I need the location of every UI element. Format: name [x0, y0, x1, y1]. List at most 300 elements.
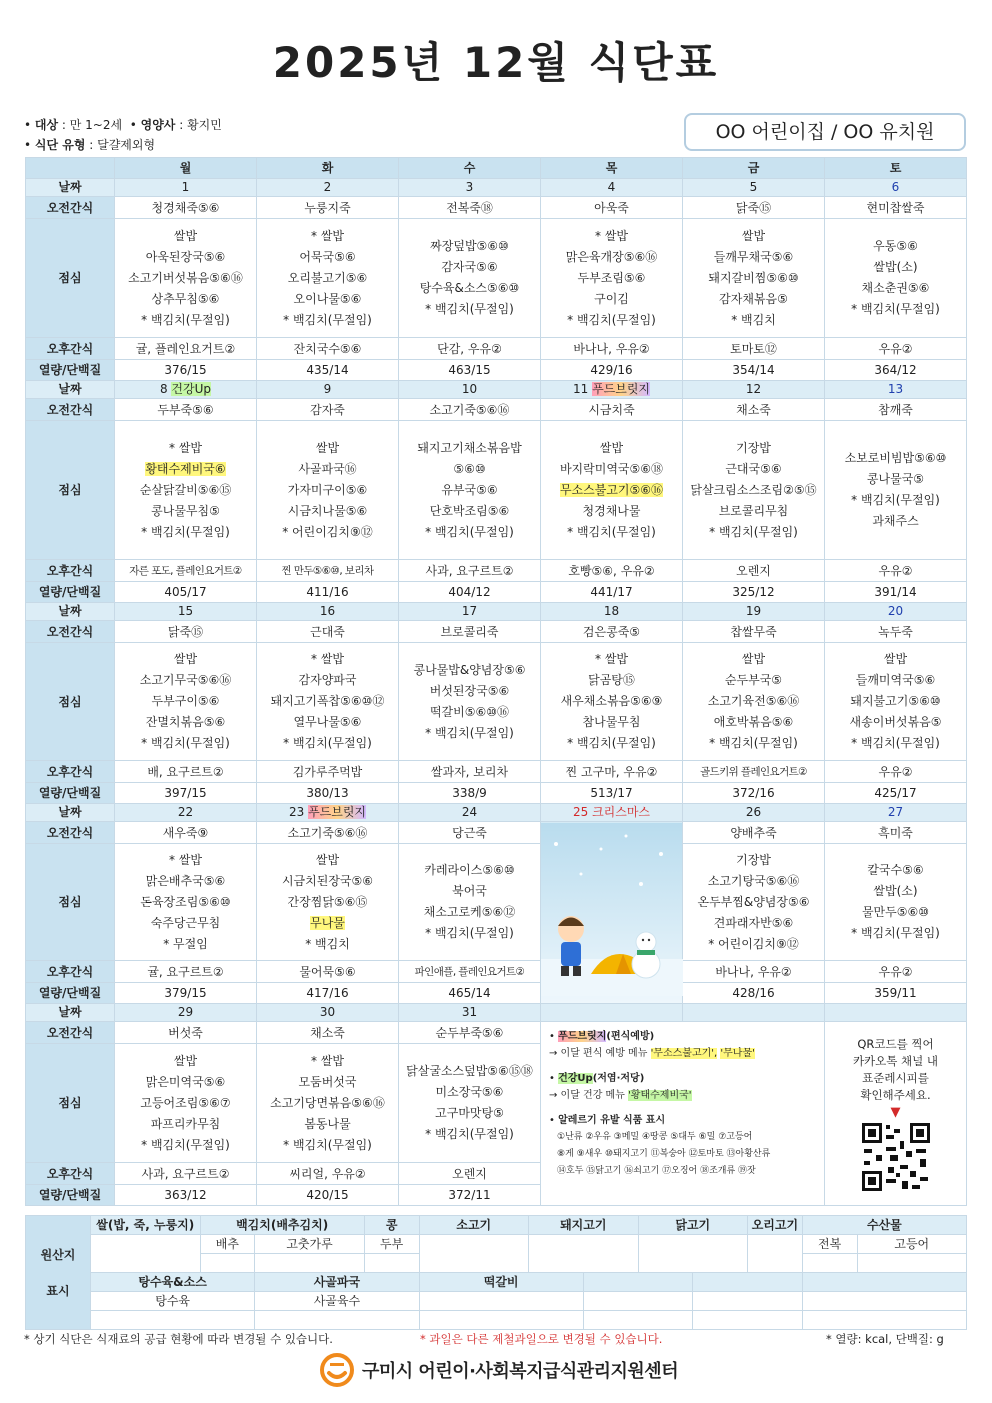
- kcal-cell: 411/16: [257, 582, 399, 603]
- menu-table: [25, 157, 967, 1206]
- lunch-item: 숙주당근무침: [150, 915, 221, 930]
- day-header-row: [26, 158, 967, 179]
- qr-code-icon[interactable]: [860, 1121, 932, 1193]
- am-snack-cell: 감자죽: [257, 399, 399, 421]
- row-label-kcal: 열량/단백질: [26, 582, 115, 603]
- lunch-cell: [541, 643, 683, 761]
- origin-pork: 돼지고기: [529, 1216, 639, 1235]
- origin-duck: 오리고기: [748, 1216, 803, 1235]
- kcal-cell: 404/12: [399, 582, 541, 603]
- lunch-item: * 백김치(무절임): [567, 736, 656, 750]
- pm-snack-cell: 단감, 우유②: [399, 338, 541, 360]
- lunch-item: 맑은미역국⑤⑥: [145, 1074, 226, 1089]
- am-snack-cell: 흑미죽: [825, 822, 967, 844]
- lunch-item: 오리불고기⑤⑥: [287, 270, 368, 285]
- kcal-cell: 325/12: [683, 582, 825, 603]
- pm-snack-cell: 배, 요구르트②: [115, 761, 257, 783]
- date-cell: 3: [399, 179, 541, 197]
- lunch-item: 돼지갈비찜⑤⑥⑩: [708, 270, 799, 285]
- lunch-item: 가자미구이⑤⑥: [287, 482, 368, 497]
- day-tue: 화: [257, 158, 399, 179]
- lunch-item: 감자양파국: [298, 673, 357, 687]
- lunch-item: * 쌀밥: [311, 1053, 344, 1068]
- date-cell: 12: [683, 381, 825, 399]
- lunch-item: * 백김치(무절임): [283, 1137, 372, 1152]
- lunch-item: 콩나물밥&양념장⑤⑥: [413, 662, 526, 677]
- am-snack-cell: 청경채죽⑤⑥: [115, 197, 257, 219]
- kcal-cell: 379/15: [115, 983, 257, 1004]
- row-label-lunch: 점심: [26, 421, 115, 560]
- kcal-cell: 359/11: [825, 983, 967, 1004]
- date-cell: 31: [399, 1004, 541, 1022]
- am-snack-cell: 새우죽⑨: [115, 822, 257, 844]
- am-snack-cell: 녹두죽: [825, 621, 967, 643]
- lunch-item: * 어린이김치⑨⑫: [708, 936, 799, 951]
- lunch-cell: [257, 421, 399, 560]
- lunch-item: * 백김치(무절임): [425, 725, 514, 740]
- date-tag: 건강Up: [171, 382, 212, 396]
- am-snack-cell: 검은콩죽⑤: [541, 621, 683, 643]
- origin-tteokgalbi: 떡갈비: [419, 1273, 583, 1292]
- am-snack-cell: 닭죽⑮: [683, 197, 825, 219]
- lunch-item: 온두부찜&양념장⑤⑥: [697, 894, 810, 909]
- lunch-item: 채소고로케⑤⑥⑫: [423, 905, 516, 919]
- lunch-cell: [825, 219, 967, 338]
- lunch-item: 쌀밥: [741, 652, 766, 666]
- lunch-item: 과채주스: [872, 514, 919, 528]
- lunch-cell: [257, 219, 399, 338]
- lunch-cell: [683, 844, 825, 961]
- row-label-am: 오전간식: [26, 197, 115, 219]
- date-cell: 25 크리스마스: [541, 804, 683, 822]
- pm-snack-cell: 오렌지: [683, 560, 825, 582]
- lunch-cell: [257, 844, 399, 961]
- lunch-item: 쌀밥: [173, 652, 198, 666]
- lunch-item: 북어국: [452, 884, 487, 898]
- kcal-cell: 429/16: [541, 360, 683, 381]
- row-label-lunch: 점심: [26, 844, 115, 961]
- lunch-item: 참나물무침: [582, 715, 641, 729]
- lunch-cell: [115, 219, 257, 338]
- day-wed: 수: [399, 158, 541, 179]
- kcal-cell: 463/15: [399, 360, 541, 381]
- lunch-item: 돈육장조림⑤⑥⑩: [140, 894, 231, 909]
- lunch-item: 새우채소볶음⑤⑥⑨: [560, 694, 663, 708]
- lunch-item: 쌀밥: [883, 652, 908, 666]
- lunch-cell: [825, 421, 967, 560]
- lunch-cell: [399, 1044, 541, 1163]
- lunch-cell: [257, 1044, 399, 1163]
- lunch-item: 쌀밥: [173, 1053, 198, 1068]
- lunch-item: 봄동나물: [304, 1116, 351, 1131]
- lunch-item: * 백김치: [731, 312, 776, 327]
- school-name: OO 어린이집 / OO 유치원: [684, 113, 966, 151]
- row-label-date: 날짜: [26, 603, 115, 621]
- origin-rice: 쌀(밥, 죽, 누룽지): [91, 1216, 201, 1235]
- date-cell: 17: [399, 603, 541, 621]
- am-snack-cell: 소고기죽⑤⑥⑯: [257, 822, 399, 844]
- lunch-item: 잔멸치볶음⑤⑥: [145, 715, 226, 729]
- date-cell: 11 푸드브릿지: [541, 381, 683, 399]
- row-label-date: 날짜: [26, 381, 115, 399]
- lunch-item: * 백김치(무절임): [851, 736, 940, 750]
- kcal-cell: 425/17: [825, 783, 967, 804]
- row-label-date: 날짜: [26, 179, 115, 197]
- row-label-lunch: 점심: [26, 643, 115, 761]
- pm-snack-cell: 자른 포도, 플레인요거트②: [115, 560, 257, 582]
- lunch-item: * 쌀밥: [311, 228, 344, 243]
- lunch-item: * 백김치(무절임): [851, 926, 940, 940]
- pm-snack-cell: 우유②: [825, 761, 967, 783]
- origin-tofu: 두부: [364, 1235, 419, 1254]
- lunch-item: 미소장국⑤⑥: [435, 1085, 504, 1099]
- lunch-item: 고등어조림⑤⑥⑦: [140, 1095, 231, 1110]
- lunch-item: 견파래자반⑤⑥: [713, 915, 794, 930]
- date-cell: 23 푸드브릿지: [257, 804, 399, 822]
- kcal-cell: 376/15: [115, 360, 257, 381]
- lunch-item: 닭살크림소스조림②⑤⑮: [690, 482, 817, 497]
- kcal-cell: 391/14: [825, 582, 967, 603]
- am-snack-cell: 누룽지죽: [257, 197, 399, 219]
- origin-pepper: 고춧가루: [255, 1235, 365, 1254]
- lunch-item: 시금치된장국⑤⑥: [281, 873, 374, 888]
- row-label-am: 오전간식: [26, 399, 115, 421]
- lunch-item: * 백김치(무절임): [141, 524, 230, 539]
- row-label-date: 날짜: [26, 804, 115, 822]
- lunch-item: * 쌀밥: [595, 228, 628, 243]
- day-fri: 금: [683, 158, 825, 179]
- lunch-cell: [399, 219, 541, 338]
- pm-snack-cell: 잔치국수⑤⑥: [257, 338, 399, 360]
- lunch-item: 닭살굴소스덮밥⑤⑥⑮⑱: [406, 1064, 533, 1078]
- lunch-item: 열무나물⑤⑥: [293, 715, 362, 729]
- pm-snack-cell: 사과, 요구르트②: [399, 560, 541, 582]
- origin-bean: 콩: [364, 1216, 419, 1235]
- pm-snack-cell: 우유②: [825, 338, 967, 360]
- row-label-pm: 오후간식: [26, 560, 115, 582]
- lunch-item: 우동⑤⑥: [873, 239, 918, 253]
- lunch-item: 브로콜리무침: [718, 503, 789, 518]
- am-snack-cell: 브로콜리죽: [399, 621, 541, 643]
- lunch-item: 새송이버섯볶음⑤: [849, 715, 942, 729]
- date-cell: 1: [115, 179, 257, 197]
- lunch-item: * 어린이김치⑨⑫: [282, 524, 373, 539]
- date-tag: 푸드브릿지: [592, 382, 651, 396]
- date-cell: 20: [825, 603, 967, 621]
- origin-beef: 소고기: [419, 1216, 529, 1235]
- date-cell: 29: [115, 1004, 257, 1022]
- lunch-item: 간장찜닭⑤⑥⑮: [287, 894, 368, 909]
- lunch-item: 쌀밥: [315, 440, 340, 455]
- lunch-cell: [115, 643, 257, 761]
- lunch-item: 쌀밥(소): [873, 260, 918, 274]
- info-target: • 대상 : 만 1~2세 • 영양사 : 황지민: [24, 118, 222, 132]
- kcal-cell: 428/16: [683, 983, 825, 1004]
- lunch-item: 모둠버섯국: [298, 1074, 357, 1089]
- pm-snack-cell: 씨리얼, 우유②: [257, 1163, 399, 1185]
- pm-snack-cell: 찐 고구마, 우유②: [541, 761, 683, 783]
- lunch-item: * 쌀밥: [169, 852, 202, 867]
- lunch-item: * 백김치(무절임): [567, 524, 656, 539]
- kcal-cell: 420/15: [257, 1185, 399, 1206]
- pm-snack-cell: 토마토⑫: [683, 338, 825, 360]
- lunch-cell: [115, 1044, 257, 1163]
- origin-table: [25, 1215, 967, 1330]
- lunch-cell: [683, 421, 825, 560]
- lunch-item: * 백김치(무절임): [425, 524, 514, 539]
- lunch-item: 두부구이⑤⑥: [151, 694, 220, 708]
- row-label-pm: 오후간식: [26, 338, 115, 360]
- origin-sagolpa: 사골파국: [255, 1273, 419, 1292]
- pm-snack-cell: 귤, 요구르트②: [115, 961, 257, 983]
- am-snack-cell: 닭죽⑮: [115, 621, 257, 643]
- row-label-am: 오전간식: [26, 1022, 115, 1044]
- lunch-item: * 백김치(무절임): [283, 312, 372, 327]
- kcal-cell: 465/14: [399, 983, 541, 1004]
- row-label-kcal: 열량/단백질: [26, 1185, 115, 1206]
- lunch-item: 맑은배추국⑤⑥: [145, 873, 226, 888]
- lunch-cell: [115, 421, 257, 560]
- date-cell: 13: [825, 381, 967, 399]
- pm-snack-cell: 김가루주먹밥: [257, 761, 399, 783]
- date-cell: 10: [399, 381, 541, 399]
- lunch-item: 순두부국⑤: [724, 673, 783, 687]
- am-snack-cell: 아욱죽: [541, 197, 683, 219]
- lunch-item: * 백김치(무절임): [283, 736, 372, 750]
- day-sat: 토: [825, 158, 967, 179]
- pm-snack-cell: 파인애플, 플레인요거트②: [399, 961, 541, 983]
- row-label-lunch: 점심: [26, 219, 115, 338]
- pm-snack-cell: 우유②: [825, 560, 967, 582]
- lunch-item: * 무절임: [163, 936, 208, 951]
- lunch-item: 무소스불고기⑤⑥⑯: [559, 482, 664, 497]
- pm-snack-cell: 찐 만두⑤⑥⑩, 보리차: [257, 560, 399, 582]
- lunch-item: 사골파국⑯: [298, 461, 357, 476]
- am-snack-cell: 현미찹쌀죽: [825, 197, 967, 219]
- lunch-item: 소고기육전⑤⑥⑯: [707, 694, 800, 708]
- lunch-item: 들깨미역국⑤⑥: [855, 673, 936, 687]
- date-cell: 8 건강Up: [115, 381, 257, 399]
- page-title: 2025년 12월 식단표: [272, 38, 720, 87]
- origin-sagolpa-val: 사골육수: [255, 1292, 419, 1311]
- lunch-item: 청경채나물: [582, 503, 641, 518]
- lunch-item: * 백김치(무절임): [851, 493, 940, 507]
- lunch-item: * 백김치(무절임): [141, 312, 230, 327]
- lunch-item: 카레라이스⑤⑥⑩: [424, 863, 515, 877]
- pm-snack-cell: 귤, 플레인요거트②: [115, 338, 257, 360]
- kcal-cell: 397/15: [115, 783, 257, 804]
- am-snack-cell: 양배추죽: [683, 822, 825, 844]
- kcal-cell: 354/14: [683, 360, 825, 381]
- kcal-cell: 380/13: [257, 783, 399, 804]
- lunch-item: 유부국⑤⑥: [441, 482, 498, 497]
- lunch-item: 애호박볶음⑤⑥: [713, 715, 794, 729]
- lunch-item: 어묵국⑤⑥: [299, 249, 356, 264]
- lunch-item: 오이나물⑤⑥: [293, 291, 362, 306]
- corner-cell: [26, 158, 115, 179]
- lunch-item: 소보로비빔밥⑤⑥⑩: [844, 451, 947, 465]
- lunch-item: 쌀밥: [741, 228, 766, 243]
- row-label-kcal: 열량/단백질: [26, 360, 115, 381]
- am-snack-cell: 찹쌀무죽: [683, 621, 825, 643]
- lunch-item: * 쌀밥: [169, 440, 202, 455]
- row-label-pm: 오후간식: [26, 761, 115, 783]
- footer-note-menu: * 상기 식단은 식재료의 공급 현황에 따라 변경될 수 있습니다.: [24, 1332, 333, 1346]
- pm-snack-cell: 바나나, 우유②: [683, 961, 825, 983]
- am-snack-cell: 전복죽⑱: [399, 197, 541, 219]
- christmas-snowman-icon: [541, 824, 683, 996]
- lunch-cell: [825, 844, 967, 961]
- date-cell: 4: [541, 179, 683, 197]
- lunch-item: 돼지고기폭찹⑤⑥⑩⑫: [270, 694, 385, 708]
- pm-snack-cell: 바나나, 우유②: [541, 338, 683, 360]
- lunch-item: 단호박조림⑤⑥: [429, 503, 510, 518]
- date-cell: 16: [257, 603, 399, 621]
- lunch-item: 소고기버섯볶음⑤⑥⑯: [128, 270, 243, 285]
- date-cell: 15: [115, 603, 257, 621]
- date-cell: 30: [257, 1004, 399, 1022]
- lunch-item: 기장밥: [736, 852, 771, 867]
- footer-note-fruit: * 과일은 다른 제철과일으로 변경될 수 있습니다.: [420, 1332, 663, 1346]
- date-cell: 24: [399, 804, 541, 822]
- date-tag: 푸드브릿지: [308, 805, 367, 819]
- kcal-cell: 513/17: [541, 783, 683, 804]
- lunch-item: * 백김치: [305, 936, 350, 951]
- lunch-item: 파프리카무침: [150, 1116, 221, 1131]
- kcal-cell: 441/17: [541, 582, 683, 603]
- center-logo: [320, 1352, 678, 1388]
- origin-mackerel: 고등어: [857, 1235, 967, 1254]
- smile-logo-icon: [320, 1353, 354, 1387]
- kcal-cell: 364/12: [825, 360, 967, 381]
- lunch-cell: [399, 421, 541, 560]
- date-cell: 5: [683, 179, 825, 197]
- lunch-item: 채소춘권⑤⑥: [861, 281, 930, 295]
- christmas-illustration: [541, 822, 683, 1004]
- lunch-item: 소고기무국⑤⑥⑯: [139, 673, 232, 687]
- footer-note-unit: * 열량: kcal, 단백질: g: [826, 1332, 944, 1346]
- lunch-item: 황태수제비국⑥: [145, 461, 226, 476]
- day-thu: 목: [541, 158, 683, 179]
- pm-snack-cell: 쌀과자, 보리차: [399, 761, 541, 783]
- origin-chicken: 닭고기: [638, 1216, 748, 1235]
- day-mon: 월: [115, 158, 257, 179]
- arrow-down-icon: ▼: [890, 1105, 901, 1120]
- pm-snack-cell: 물어묵⑤⑥: [257, 961, 399, 983]
- lunch-item: * 쌀밥: [595, 652, 628, 666]
- kcal-cell: 435/14: [257, 360, 399, 381]
- lunch-item: 근대국⑤⑥: [725, 461, 782, 476]
- lunch-cell: [399, 844, 541, 961]
- lunch-item: * 백김치(무절임): [709, 736, 798, 750]
- lunch-item: 버섯된장국⑤⑥: [429, 683, 510, 698]
- pm-snack-cell: 호빵⑤⑥, 우유②: [541, 560, 683, 582]
- kcal-cell: 372/11: [399, 1185, 541, 1206]
- row-label-pm: 오후간식: [26, 961, 115, 983]
- origin-tangsuyuk: 탕수육&소스: [91, 1273, 255, 1292]
- lunch-item: 시금치나물⑤⑥: [287, 503, 368, 518]
- info-type: • 식단 유형 : 달걀제외형: [24, 138, 156, 152]
- am-snack-cell: 근대죽: [257, 621, 399, 643]
- date-cell: 27: [825, 804, 967, 822]
- lunch-item: * 백김치(무절임): [141, 736, 230, 750]
- am-snack-cell: 소고기죽⑤⑥⑯: [399, 399, 541, 421]
- lunch-cell: [399, 643, 541, 761]
- date-cell: 19: [683, 603, 825, 621]
- lunch-item: 구이김: [594, 291, 629, 306]
- date-cell: 9: [257, 381, 399, 399]
- row-label-lunch: 점심: [26, 1044, 115, 1163]
- lunch-cell: [683, 219, 825, 338]
- origin-abalone: 전복: [802, 1235, 857, 1254]
- origin-seafood: 수산물: [802, 1216, 966, 1235]
- lunch-item: 돼지불고기⑤⑥⑩: [850, 694, 941, 708]
- lunch-item: * 백김치(무절임): [425, 1127, 514, 1141]
- row-label-am: 오전간식: [26, 621, 115, 643]
- kcal-cell: 363/12: [115, 1185, 257, 1206]
- lunch-item: 감자채볶음⑤: [719, 291, 788, 306]
- lunch-item: 콩나물무침⑤: [151, 503, 220, 518]
- lunch-item: 순살닭갈비⑤⑥⑮: [139, 482, 232, 497]
- date-cell: 2: [257, 179, 399, 197]
- kcal-cell: 417/16: [257, 983, 399, 1004]
- pm-snack-cell: 오렌지: [399, 1163, 541, 1185]
- lunch-item: 물만두⑤⑥⑩: [861, 905, 930, 919]
- origin-label: 원산지 표시: [26, 1216, 91, 1330]
- pm-snack-cell: 우유②: [825, 961, 967, 983]
- origin-tangsuyuk-val: 탕수육: [91, 1292, 255, 1311]
- lunch-cell: [541, 219, 683, 338]
- lunch-item: 바지락미역국⑤⑥⑱: [559, 461, 664, 476]
- pm-snack-cell: 골드키위 플레인요거트②: [683, 761, 825, 783]
- lunch-item: 쌀밥: [599, 440, 624, 455]
- am-snack-cell: 순두부죽⑤⑥: [399, 1022, 541, 1044]
- row-label-kcal: 열량/단백질: [26, 983, 115, 1004]
- lunch-item: 소고기당면볶음⑤⑥⑯: [270, 1095, 385, 1110]
- date-tag: 크리스마스: [592, 805, 651, 819]
- date-cell: 22: [115, 804, 257, 822]
- date-cell: 18: [541, 603, 683, 621]
- kcal-cell: 405/17: [115, 582, 257, 603]
- lunch-cell: [825, 643, 967, 761]
- lunch-item: 콩나물국⑤: [866, 472, 925, 486]
- date-cell: 26: [683, 804, 825, 822]
- lunch-cell: [541, 421, 683, 560]
- am-snack-cell: 두부죽⑤⑥: [115, 399, 257, 421]
- am-snack-cell: 당근죽: [399, 822, 541, 844]
- kcal-cell: 338/9: [399, 783, 541, 804]
- am-snack-cell: 채소죽: [683, 399, 825, 421]
- lunch-cell: [257, 643, 399, 761]
- qr-box: QR코드를 찍어 카카오톡 채널 내 표준레시피를 확인해주세요. ▼: [825, 1022, 967, 1206]
- pm-snack-cell: 사과, 요구르트②: [115, 1163, 257, 1185]
- lunch-item: 돼지고기채소볶음밥: [417, 440, 522, 455]
- am-snack-cell: 참깨죽: [825, 399, 967, 421]
- lunch-item: * 백김치(무절임): [425, 926, 514, 940]
- origin-kimchi: 백김치(배추김치): [200, 1216, 364, 1235]
- kcal-cell: 372/16: [683, 783, 825, 804]
- lunch-item: 아욱된장국⑤⑥: [145, 249, 226, 264]
- lunch-item: 떡갈비⑤⑥⑩⑯: [429, 704, 510, 719]
- lunch-item: 상추무침⑤⑥: [151, 291, 220, 306]
- row-label-kcal: 열량/단백질: [26, 783, 115, 804]
- lunch-item: 칼국수⑤⑥: [867, 863, 924, 877]
- lunch-item: 맑은육개장⑤⑥⑯: [565, 249, 658, 264]
- lunch-item: * 쌀밥: [311, 652, 344, 666]
- lunch-cell: [115, 844, 257, 961]
- lunch-item: 쌀밥(소): [873, 884, 918, 898]
- lunch-item: ⑤⑥⑩: [453, 461, 486, 476]
